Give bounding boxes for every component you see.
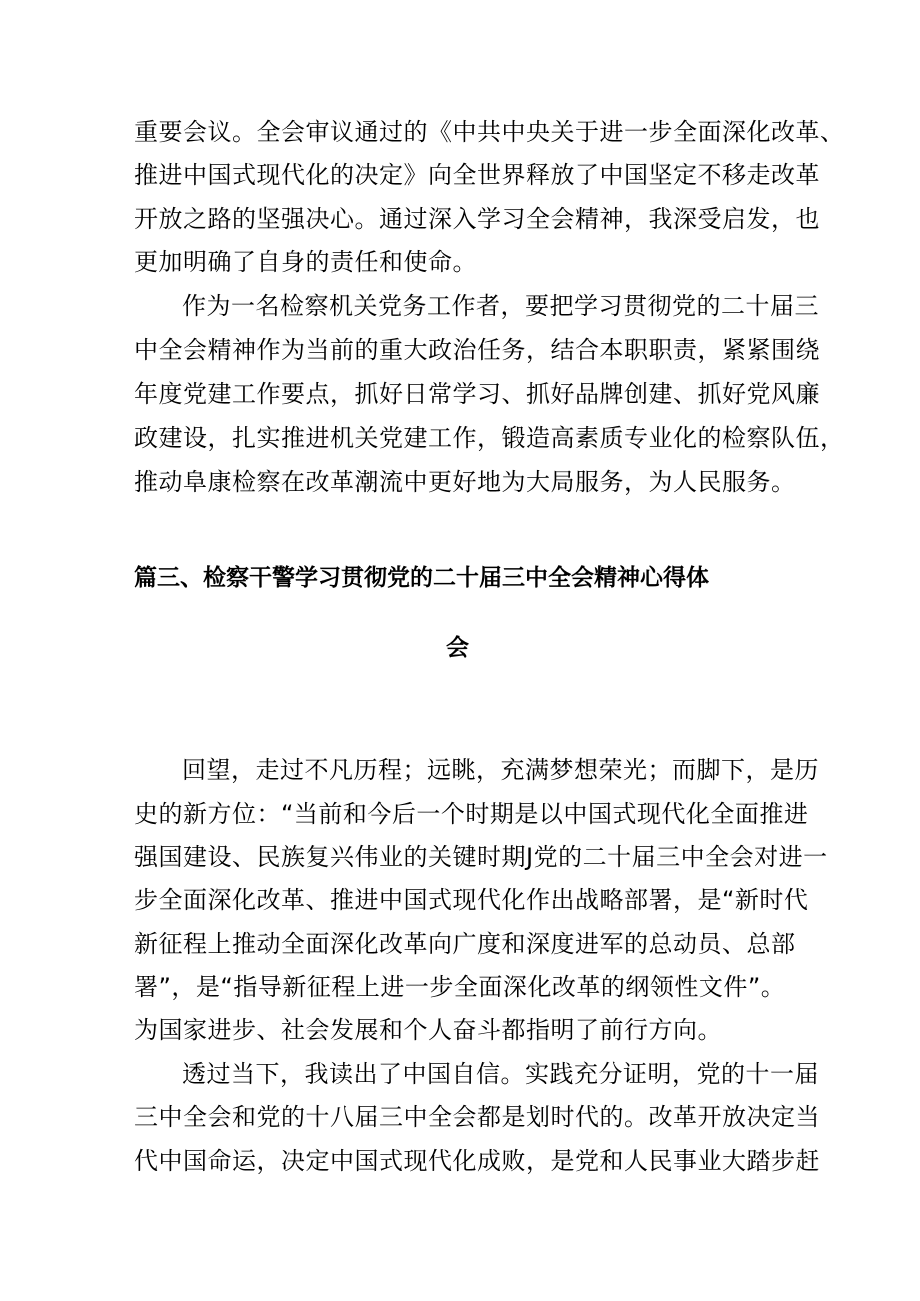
- paragraph-2-line-3: 年度党建工作要点，抓好日常学习、抓好品牌创建、抓好党风廉: [134, 380, 820, 408]
- paragraph-3-line-3: 强国建设、民族复兴伟业的关键时期J党的二十届三中全会对进一: [134, 843, 828, 871]
- paragraph-3-line-2: 史的新方位：“当前和今后一个时期是以中国式现代化全面推进: [134, 800, 809, 828]
- paragraph-4-line-2: 三中全会和党的十八届三中全会都是划时代的。改革开放决定当: [134, 1103, 820, 1131]
- paragraph-4-line-3: 代中国命运，决定中国式现代化成败，是党和人民事业大踏步赶: [134, 1147, 820, 1175]
- paragraph-3-line-6: 署”，是“指导新征程上进一步全面深化改革的纲领性文件”。: [134, 973, 786, 1001]
- section-heading-line-1: 篇三、检察干警学习贯彻党的二十届三中全会精神心得体: [134, 565, 709, 591]
- section-heading-line-2: 会: [446, 635, 469, 661]
- paragraph-3-line-7: 为国家进步、社会发展和个人奋斗都指明了前行方向。: [134, 1016, 722, 1044]
- paragraph-2-line-2: 中全会精神作为当前的重大政治任务，结合本职职责，紧紧围绕: [134, 336, 820, 364]
- paragraph-3-line-1: 回望，走过不凡历程；远眺，充满梦想荣光；而脚下，是历: [182, 756, 819, 784]
- paragraph-3-line-4: 步全面深化改革、推进中国式现代化作出战略部署，是“新时代: [134, 886, 809, 914]
- paragraph-1-line-1: 重要会议。全会审议通过的《中共中央关于进一步全面深化改革、: [134, 118, 845, 146]
- paragraph-1-line-3: 开放之路的坚强决心。通过深入学习全会精神，我深受启发，也: [134, 205, 820, 233]
- paragraph-2-line-5: 推动阜康检察在改革潮流中更好地为大局服务，为人民服务。: [134, 468, 796, 496]
- paragraph-1-line-2: 推进中国式现代化的决定》向全世界释放了中国坚定不移走改革: [134, 161, 820, 189]
- paragraph-1-line-4: 更加明确了自身的责任和使命。: [134, 248, 477, 276]
- paragraph-3-line-5: 新征程上推动全面深化改革向广度和深度进军的总动员、总部: [134, 930, 796, 958]
- paragraph-2-line-1: 作为一名检察机关党务工作者，要把学习贯彻党的二十届三: [182, 292, 819, 320]
- paragraph-2-line-4: 政建设，扎实推进机关党建工作，锻造高素质专业化的检察队伍，: [134, 424, 845, 452]
- paragraph-4-line-1: 透过当下，我读出了中国自信。实践充分证明，党的十一届: [182, 1060, 819, 1088]
